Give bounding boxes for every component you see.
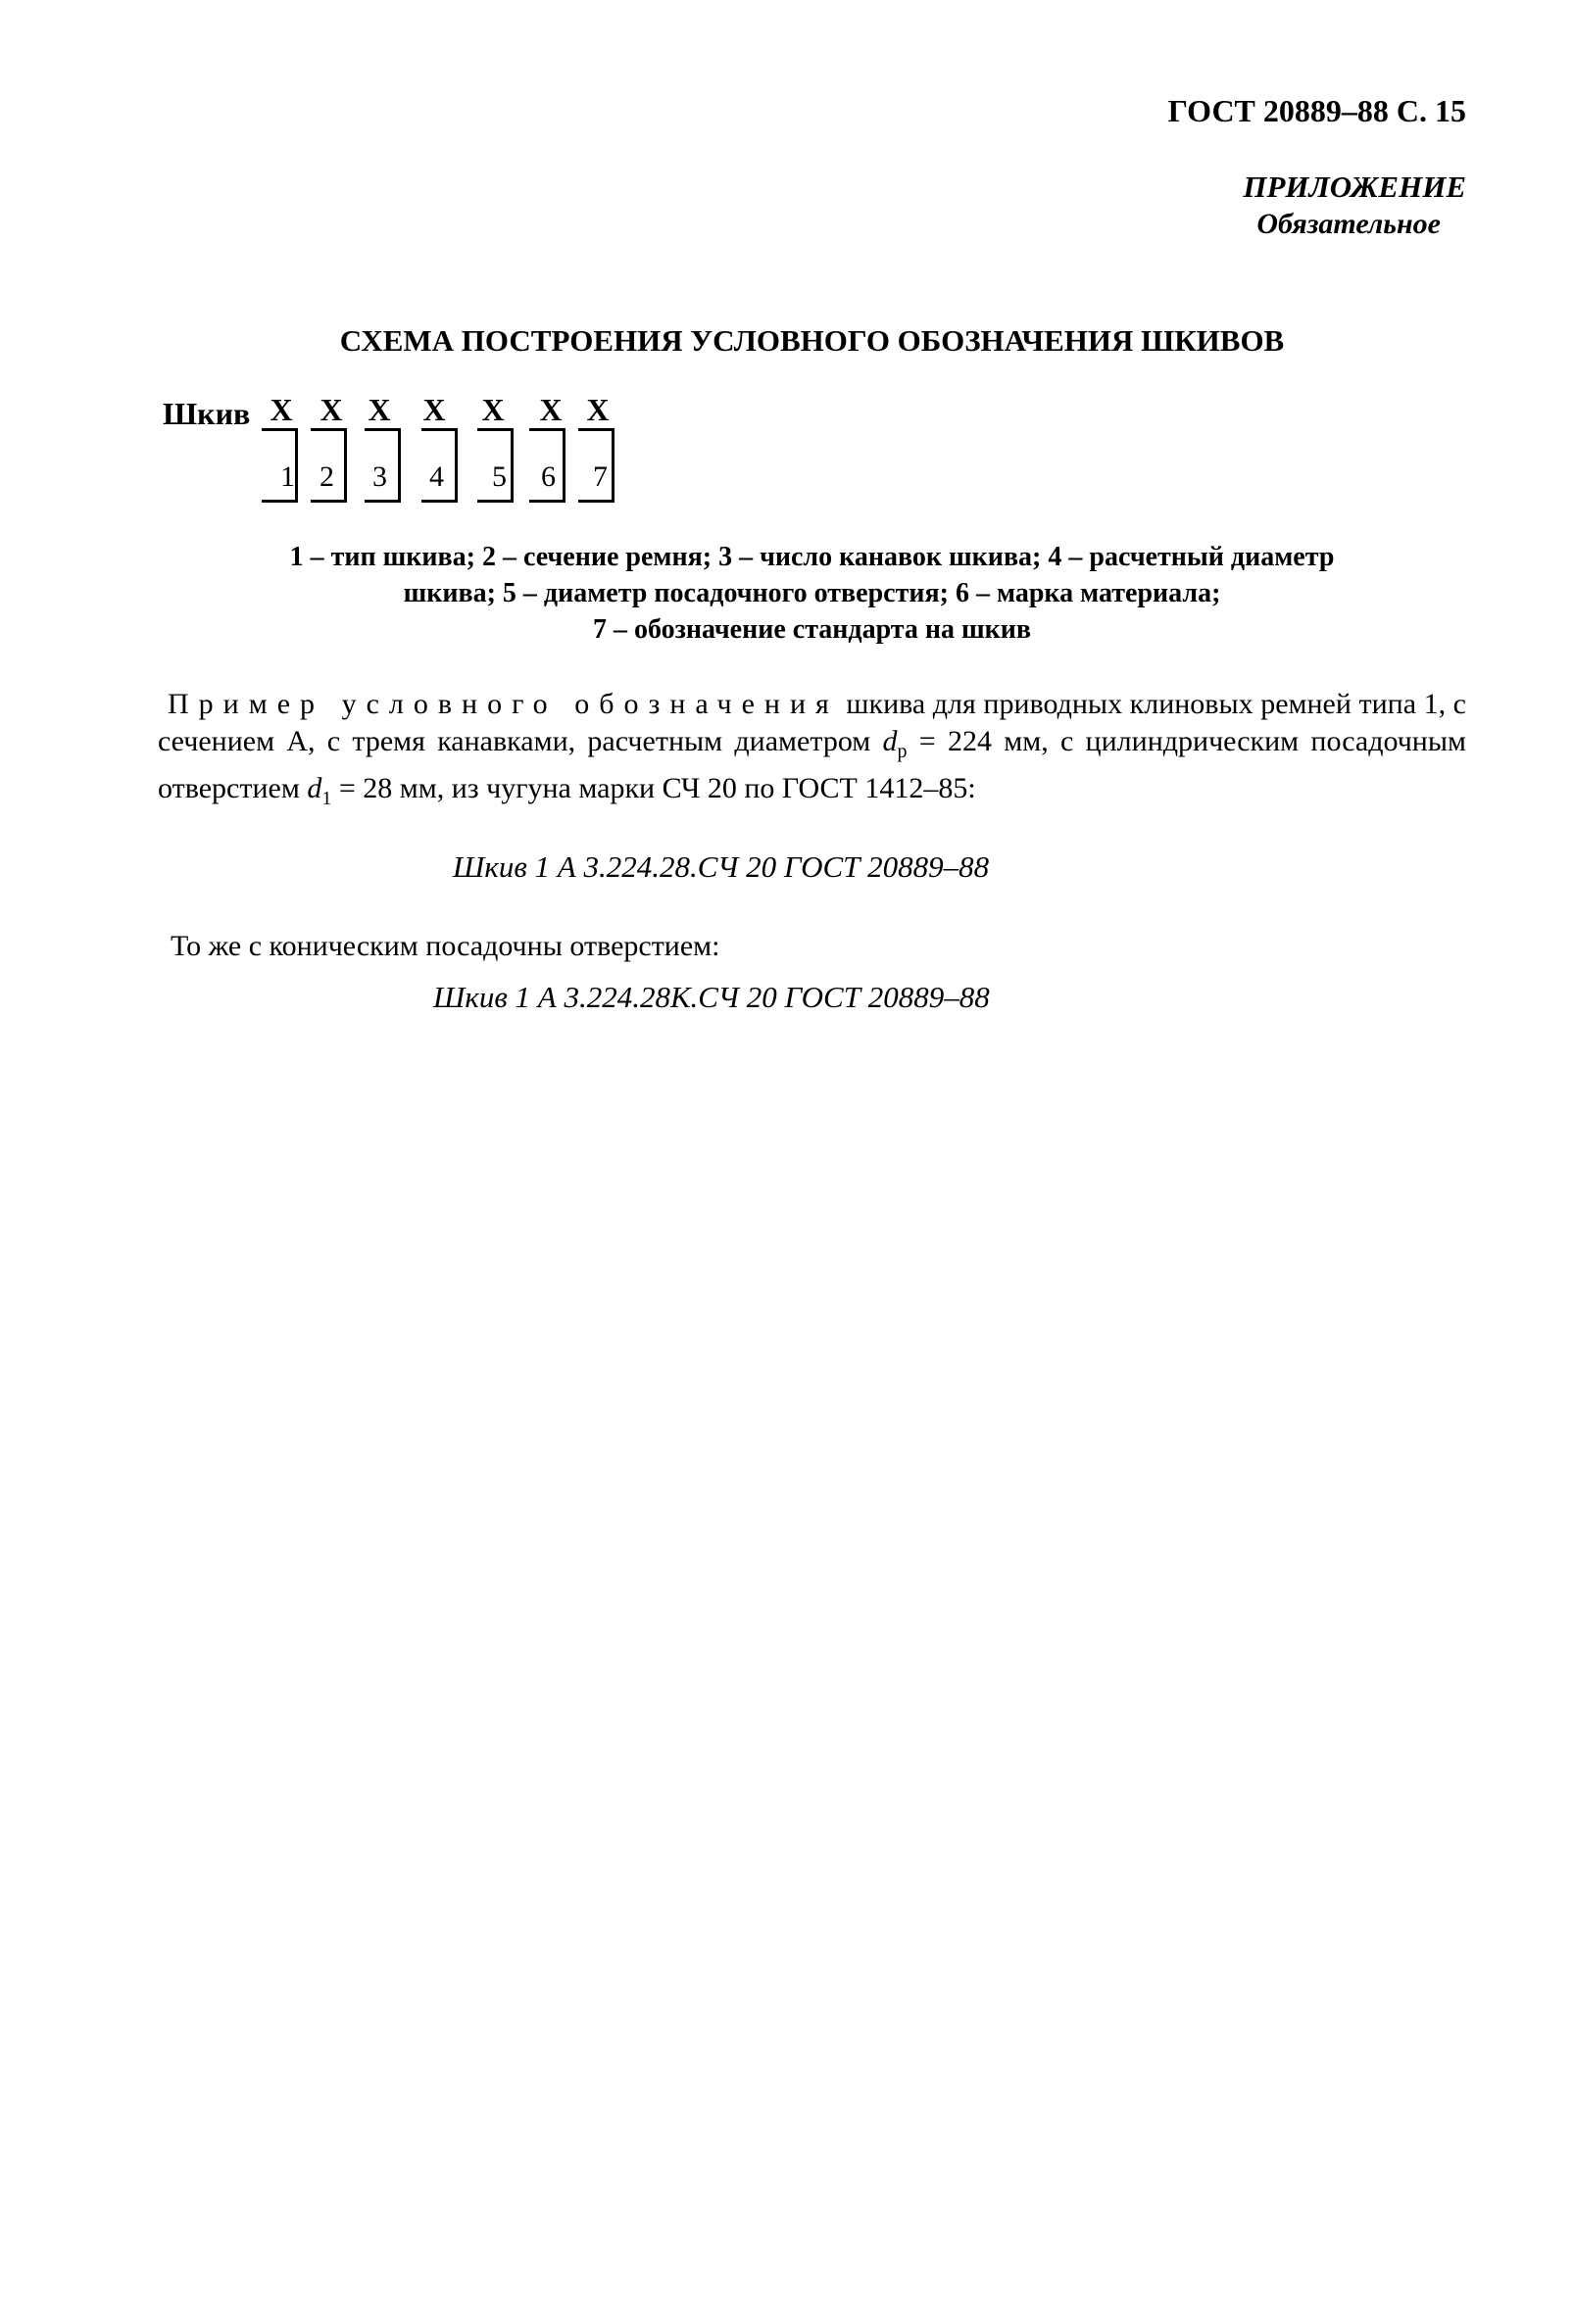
scheme-placeholder: X bbox=[481, 392, 505, 427]
scheme-placeholder: X bbox=[320, 392, 343, 427]
example-text: = 224 мм, с цилиндрическим посадочным отверстием bbox=[158, 725, 1466, 804]
scheme-placeholder: X bbox=[270, 392, 293, 427]
scheme-placeholder: X bbox=[422, 392, 446, 427]
scheme-placeholder: X bbox=[539, 392, 563, 427]
scheme-placeholder: X bbox=[368, 392, 391, 427]
scheme-number: 4 bbox=[429, 460, 444, 493]
example-paragraph bbox=[158, 686, 1466, 817]
conical-text: То же с коническим посадочны отверстием: bbox=[171, 930, 720, 962]
document-reference: ГОСТ 20889–88 С. 15 bbox=[1167, 93, 1466, 128]
scheme-number: 1 bbox=[280, 460, 295, 493]
appendix-label: ПРИЛОЖЕНИЕ bbox=[1243, 169, 1466, 204]
page-title: СХЕМА ПОСТРОЕНИЯ УСЛОВНОГО ОБОЗНАЧЕНИЯ ШКИВОВ bbox=[339, 323, 1285, 358]
legend-line: 7 – обозначение стандарта на шкив bbox=[592, 614, 1032, 645]
scheme-placeholder: X bbox=[586, 392, 610, 427]
example-text: шкива для приводных клиновых ремней типа 1, с сечением А, с тремя канавками, расчетным диаметром bbox=[158, 688, 1466, 757]
example-designation: Шкив 1 А 3.224.28.СЧ 20 ГОСТ 20889–88 bbox=[453, 849, 990, 884]
var-dp-sub: p bbox=[897, 741, 908, 762]
legend-line: шкива; 5 – диаметр посадочного отверстия; 6 – марка материала; bbox=[403, 578, 1221, 608]
scheme-number: 7 bbox=[593, 460, 608, 493]
scheme-word: Шкив bbox=[163, 396, 251, 431]
var-dp: d bbox=[882, 725, 898, 757]
scheme-number: 5 bbox=[492, 460, 507, 493]
legend-line: 1 – тип шкива; 2 – сечение ремня; 3 – число канавок шкива; 4 – расчетный диаметр bbox=[289, 542, 1335, 572]
conical-designation: Шкив 1 А 3.224.28К.СЧ 20 ГОСТ 20889–88 bbox=[433, 980, 990, 1014]
scheme-number: 6 bbox=[541, 460, 556, 493]
scheme-number: 2 bbox=[320, 460, 334, 493]
example-text: = 28 мм, из чугуна марки СЧ 20 по ГОСТ 1412–85: bbox=[331, 772, 976, 804]
var-d1: d bbox=[307, 772, 322, 804]
example-lead: Пример условного обозначения bbox=[168, 688, 839, 720]
appendix-status: Обязательное bbox=[1256, 208, 1441, 240]
var-d1-sub: 1 bbox=[321, 788, 332, 809]
scheme-number: 3 bbox=[372, 460, 387, 493]
